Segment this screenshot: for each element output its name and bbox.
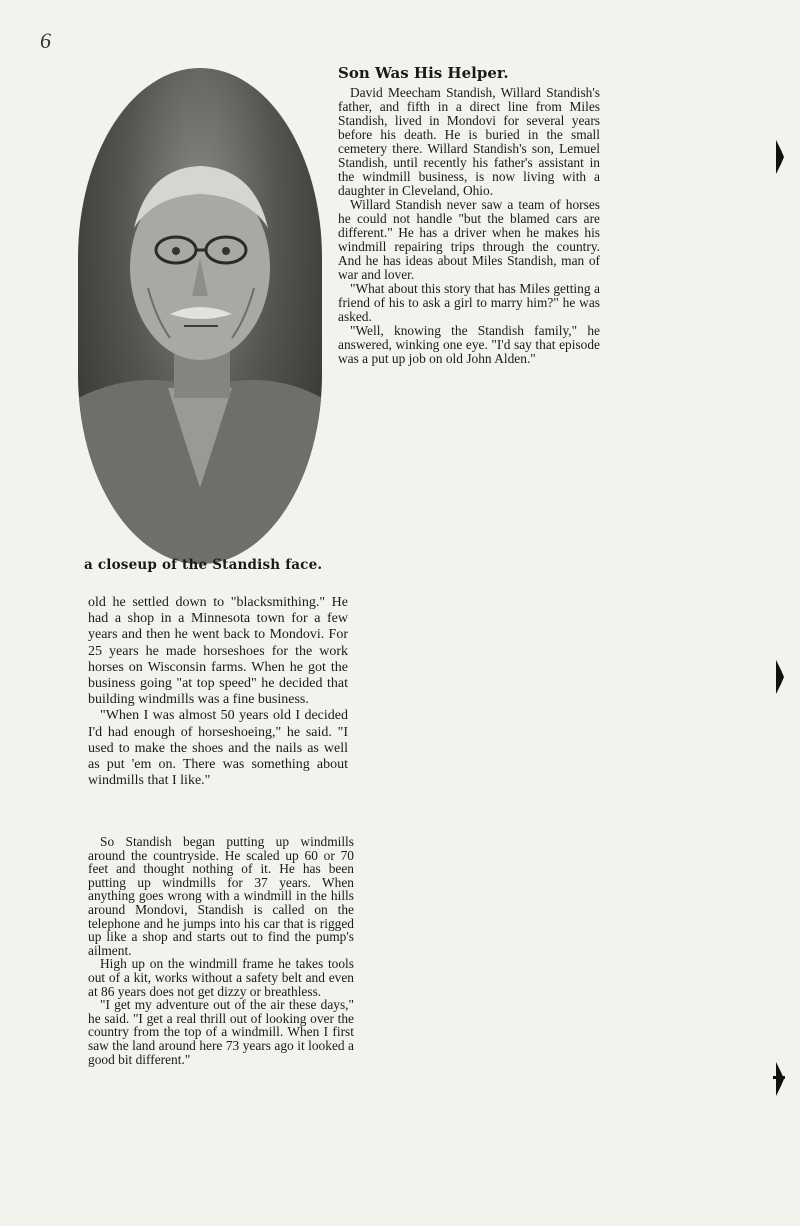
paragraph: "When I was almost 50 years old I decided I'd had enough of horseshoeing," he said. "I used to make the shoes and the nails as well as put 'em on. There was something about windmills that I like."	[88, 708, 348, 789]
scan-edge-mark	[773, 140, 785, 174]
paragraph: "I get my adventure out of the air these days," he said. "I get a real thrill out of looking over the country from the top of a windmill. When I first saw the land around here 73 years ago it looked a good bit different."	[88, 997, 354, 1067]
left-column-top	[88, 595, 348, 789]
paragraph: "What about this story that has Miles getting a friend of his to ask a girl to marry him?" he was asked.	[338, 281, 600, 324]
portrait-photo	[78, 68, 322, 564]
paragraph: Willard Standish never saw a team of horses he could not handle "but the blamed cars are different." He has a driver when he makes his windmill repairing trips through the country. And he has ideas about Miles Standish, man of war and lover.	[338, 197, 600, 282]
right-column	[338, 86, 600, 366]
paragraph: old he settled down to "blacksmithing." He had a shop in a Minnesota town for a few years and then he went back to Mondovi. For 25 years he made horseshoes for the work horses on Wisconsin farms. When he got the business going "at top speed" he decided that building windmills was a fine business.	[88, 595, 348, 708]
portrait-illustration	[78, 68, 322, 564]
paragraph: So Standish began putting up windmills around the countryside. He scaled up 60 or 70 feet and thought nothing of it. He has been putting up windmills for 37 years. When anything goes wrong with a windmill in the hills around Mondovi, Standish is called on the telephone and he jumps into his car that is rigged up like a shop and starts out to find the pump's ailment.	[88, 834, 354, 958]
paragraph: David Meecham Standish, Willard Standish's father, and fifth in a direct line from Miles Standish, lived in Mondovi for several years before his death. He is buried in the small cemetery there. Willard Standish's son, Lemuel Standish, until recently his father's assistant in the windmill business, is now living with a daughter in Cleveland, Ohio.	[338, 85, 600, 198]
page-number: 6	[40, 28, 51, 53]
scan-edge-mark	[773, 660, 785, 694]
photo-caption: a closeup of the Standish face.	[84, 557, 323, 573]
paragraph: High up on the windmill frame he takes tools out of a kit, works without a safety belt and even at 86 years does not get dizzy or breathless.	[88, 956, 354, 999]
paragraph: "Well, knowing the Standish family," he answered, winking one eye. "I'd say that episode was a put up job on old John Alden."	[338, 323, 600, 366]
left-column-bottom	[88, 835, 354, 1066]
section-headline: Son Was His Helper.	[338, 64, 509, 82]
scan-edge-mark	[773, 1062, 785, 1096]
